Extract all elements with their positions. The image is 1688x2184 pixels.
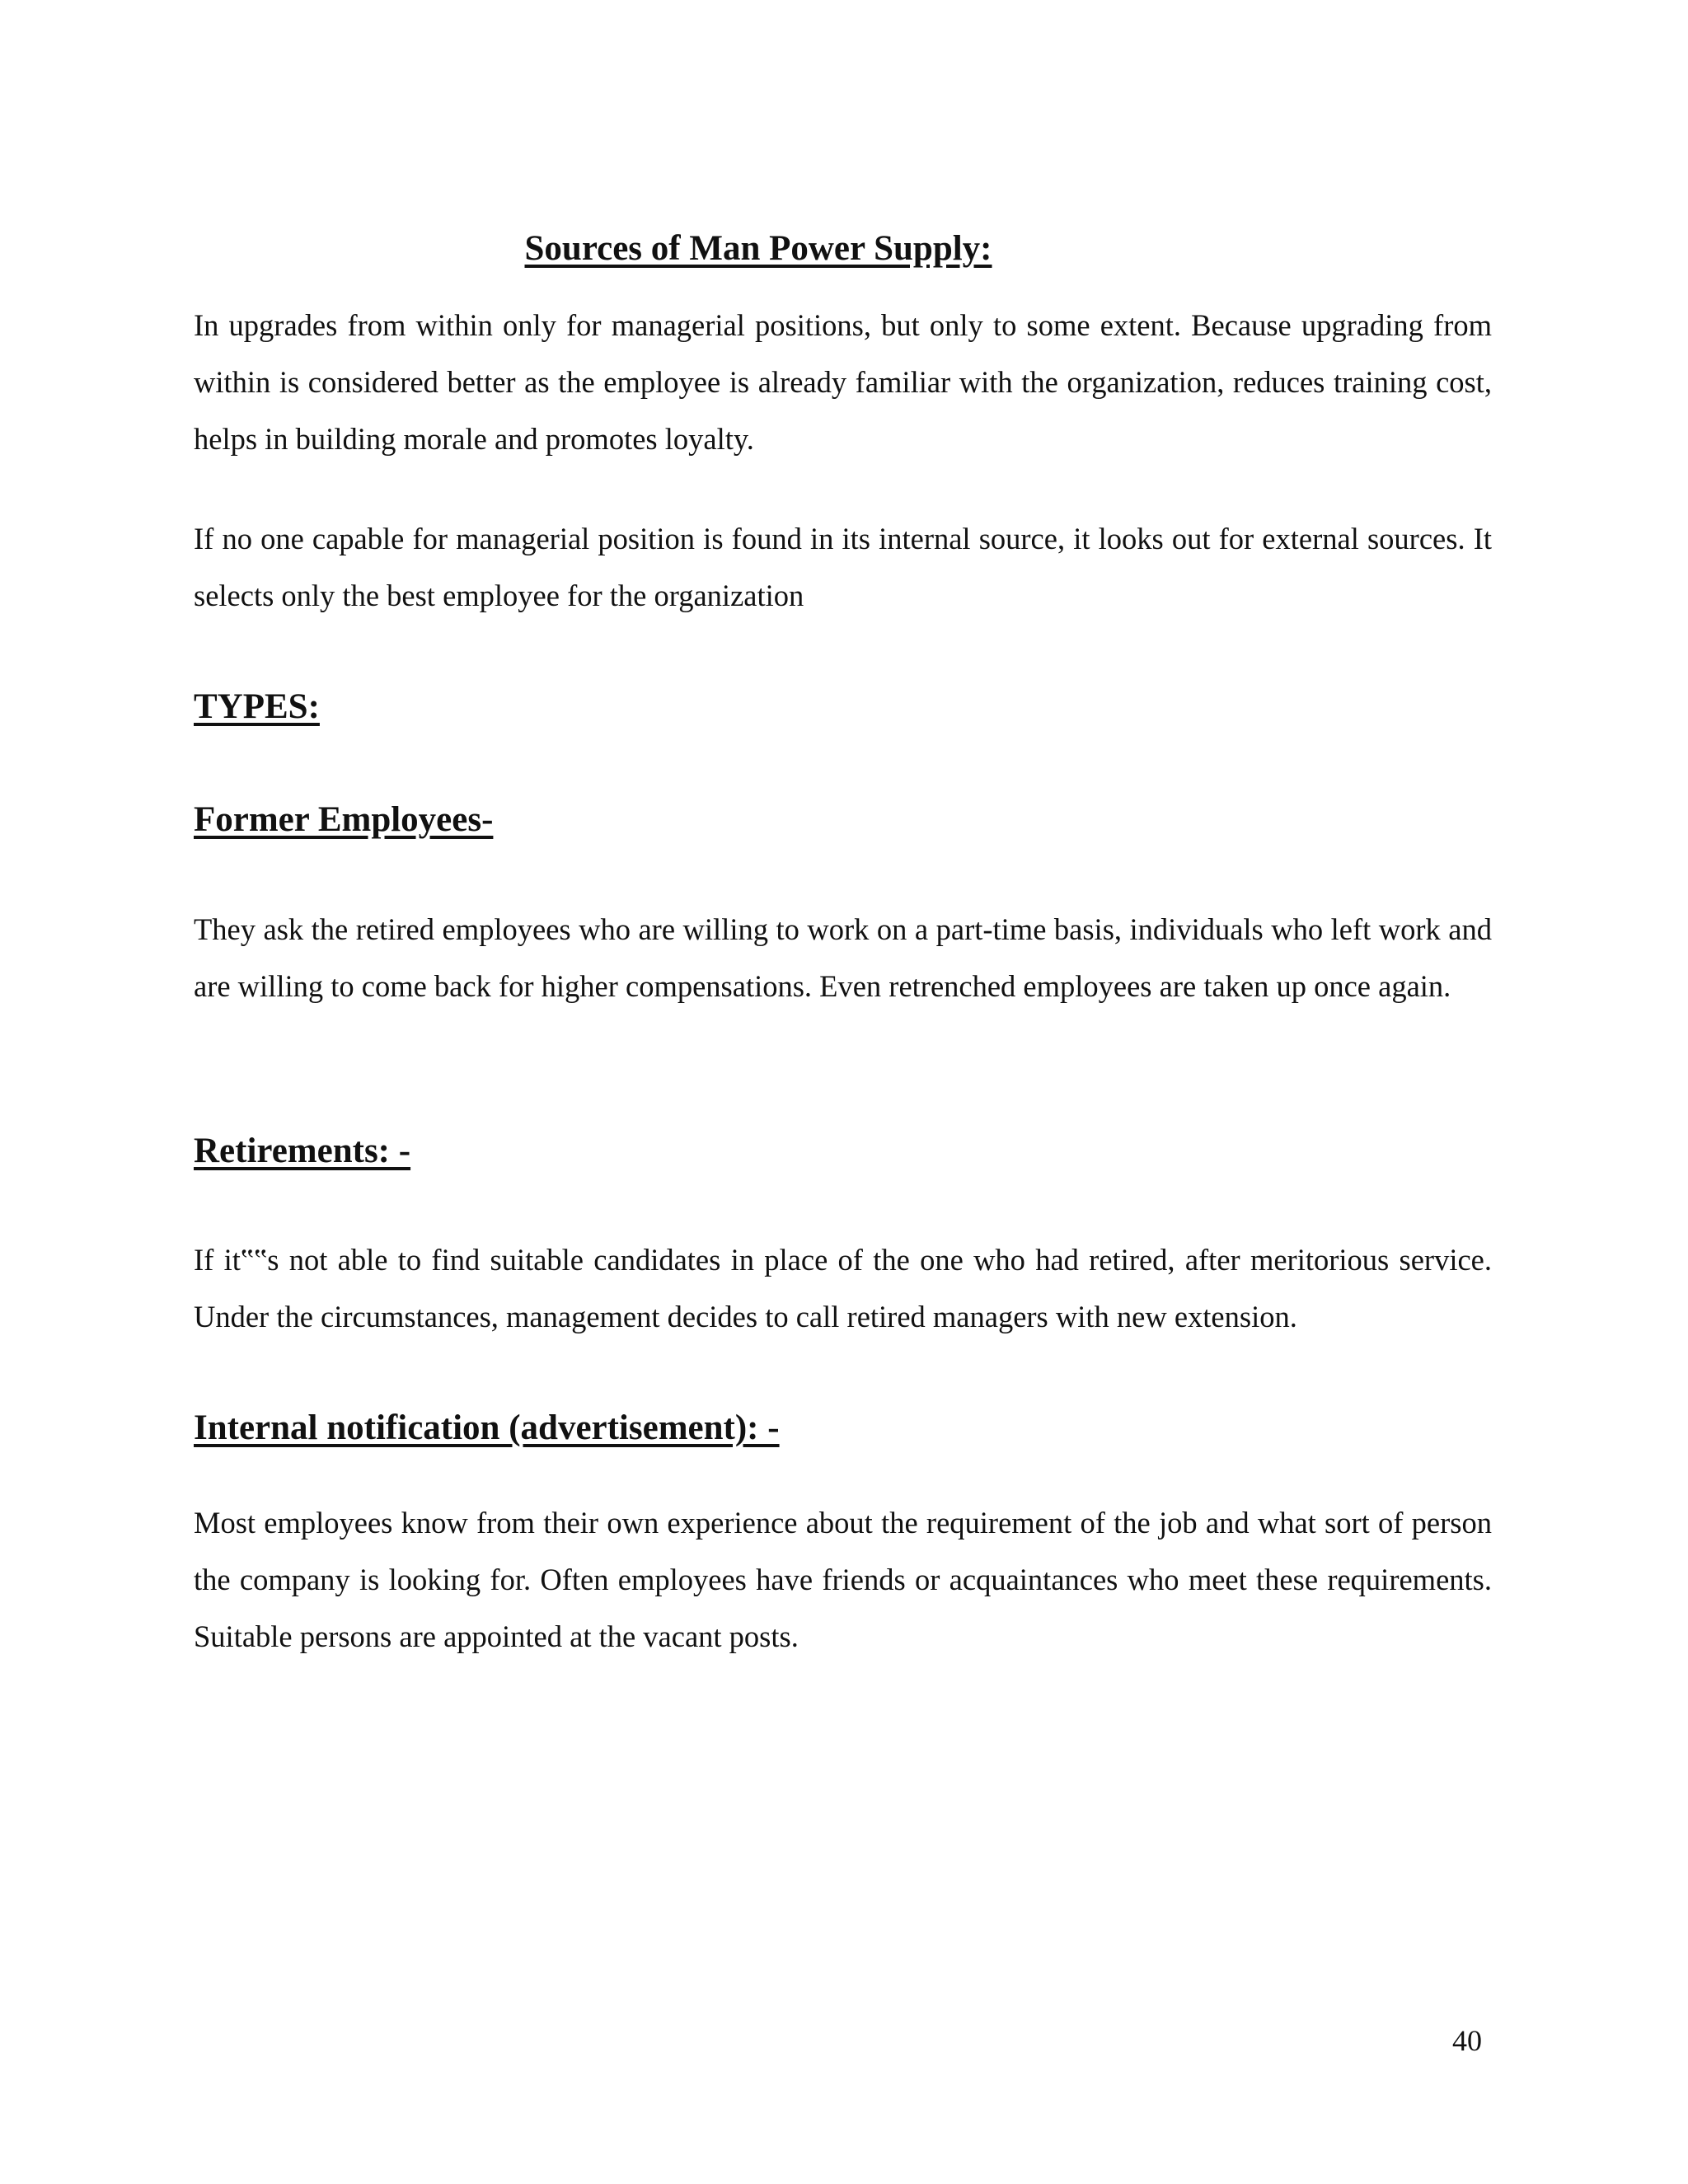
- section-heading-internal-notification: Internal notification (advertisement): -: [194, 1408, 780, 1447]
- intro-paragraph-2: If no one capable for managerial position is found in its internal source, it looks out for external sources. It selects only the best employee for the organization: [194, 522, 1492, 612]
- page-number: 40: [1452, 2024, 1482, 2057]
- types-heading: TYPES:: [194, 687, 320, 726]
- section-body-retirements: If it‟‟s not able to find suitable candidates in place of the one who had retired, after meritorious service. Under the circumstances, management decides to call retired managers with new extension.: [194, 1243, 1492, 1333]
- section-body-former-employees: They ask the retired employees who are willing to work on a part-time basis, individuals who left work and are willing to come back for higher compensations. Even retrenched employees are taken up once again.: [194, 912, 1492, 1003]
- intro-paragraph-1: In upgrades from within only for managerial positions, but only to some extent. Because upgrading from within is considered better as the employee is already familiar with the organization, reduces training cost, helps in building morale and promotes loyalty.: [194, 308, 1492, 456]
- section-body-internal-notification: Most employees know from their own experience about the requirement of the job and what sort of person the company is looking for. Often employees have friends or acquaintances who meet these requirements. Suitable persons are appointed at the vacant posts.: [194, 1506, 1492, 1653]
- section-heading-retirements: Retirements: -: [194, 1132, 411, 1170]
- section-heading-former-employees: Former Employees-: [194, 800, 494, 839]
- page-title: Sources of Man Power Supply:: [524, 229, 992, 268]
